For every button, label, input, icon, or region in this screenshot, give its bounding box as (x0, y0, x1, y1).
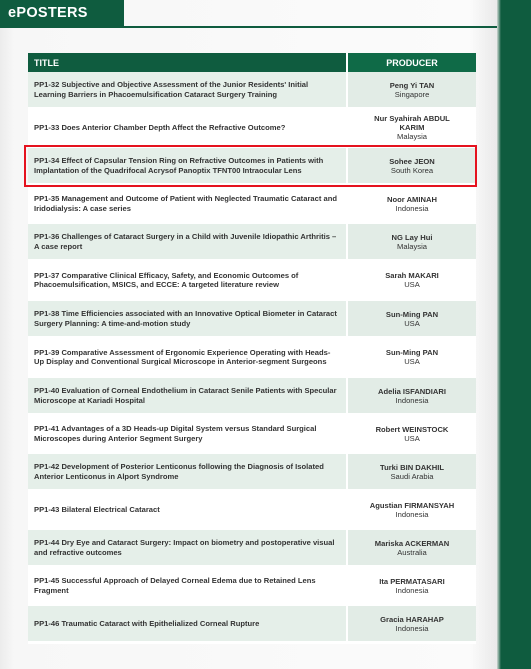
producer-name: Mariska ACKERMAN (374, 538, 450, 548)
producer-country: Indonesia (395, 395, 429, 405)
table-row (28, 416, 476, 454)
right-edge-band (497, 0, 531, 669)
table-row (28, 301, 476, 339)
producer-cell (346, 492, 476, 527)
producer-cell (346, 339, 476, 375)
producer-name: Sun-Ming PAN (385, 348, 439, 357)
producer-cell (346, 416, 476, 451)
poster-title: PP1-45 Successful Approach of Delayed Corneal Edema due to Retained Lens Fragment (34, 576, 316, 595)
table-row (28, 186, 476, 224)
producer-name: Turki BIN DAKHIL (380, 462, 444, 472)
producer-country: USA (404, 318, 420, 328)
producer-cell (346, 606, 476, 641)
producer-cell (346, 110, 476, 145)
table-row (28, 454, 476, 492)
producer-cell (346, 262, 476, 298)
poster-title: PP1-32 Subjective and Objective Assessment of the Junior Residents' Initial Learning Barriers in Phacoemulsification Cataract Surgery Training (34, 80, 309, 99)
producer-cell (346, 530, 476, 565)
eposter-table (28, 53, 476, 644)
column-header-title: TITLE (34, 57, 59, 68)
producer-name: NG Lay Hui (391, 232, 433, 242)
producer-country: Indonesia (395, 623, 429, 633)
producer-name: Adelia ISFANDIARI (378, 386, 446, 396)
producer-country: Saudi Arabia (390, 471, 434, 481)
poster-title: PP1-33 Does Anterior Chamber Depth Affect the Refractive Outcome? (34, 122, 286, 132)
producer-country: USA (404, 357, 420, 366)
producer-country: Australia (397, 547, 427, 557)
producer-country: Indonesia (395, 585, 429, 595)
poster-title: PP1-40 Evaluation of Corneal Endothelium in Cataract Senile Patients with Specular Microscope at Kariadi Hospital (34, 386, 337, 405)
producer-country: Singapore (394, 89, 430, 99)
producer-cell (346, 186, 476, 221)
poster-title: PP1-42 Development of Posterior Lenticonus following the Diagnosis of Isolated Anterior Lenticonus in Alport Syndrome (34, 462, 324, 481)
producer-name: Ita PERMATASARI (379, 576, 445, 586)
producer-cell (346, 224, 476, 259)
table-row (28, 606, 476, 644)
producer-name: Robert WEINSTOCK (375, 424, 449, 434)
table-row (28, 262, 476, 301)
poster-title: PP1-43 Bilateral Electrical Cataract (34, 504, 160, 514)
producer-country: Malaysia (397, 132, 427, 141)
producer-cell (346, 148, 476, 183)
table-row (28, 378, 476, 416)
poster-title: PP1-35 Management and Outcome of Patient with Neglected Traumatic Cataract and Iridodialysis: A case series (34, 194, 337, 213)
table-row (28, 492, 476, 530)
producer-name: Agustian FIRMANSYAH (369, 500, 455, 510)
producer-cell (346, 454, 476, 489)
producer-name: Sohee JEON (389, 156, 435, 166)
table-row (28, 530, 476, 568)
poster-title: PP1-37 Comparative Clinical Efficacy, Safety, and Economic Outcomes of Phacoemulsification, MSICS, and ECCE: A targeted literature review (34, 270, 299, 289)
producer-country: USA (404, 433, 420, 443)
poster-title: PP1-34 Effect of Capsular Tension Ring on Refractive Outcomes in Patients with Implantation of the Quadrifocal Acrysof Panoptix TFNT00 Intraocular Lens (34, 156, 324, 175)
poster-title: PP1-39 Comparative Assessment of Ergonomic Experience Operating with Heads-Up Display and Conventional Surgical Microscope in Anterior-segment Surgeons (34, 347, 331, 366)
producer-country: Malaysia (397, 241, 427, 251)
producer-cell (346, 378, 476, 413)
producer-country: Indonesia (395, 509, 429, 519)
poster-title: PP1-46 Traumatic Cataract with Epithelialized Corneal Rupture (34, 618, 260, 628)
producer-cell (346, 72, 476, 107)
header-rule (0, 26, 497, 28)
producer-name: Sun-Ming PAN (385, 309, 439, 319)
table-row (28, 72, 476, 110)
producer-name: Nur Syahirah ABDUL KARIM (374, 114, 450, 132)
producer-name: Noor AMINAH (387, 194, 437, 204)
table-row (28, 339, 476, 378)
section-tab: ePOSTERS (0, 0, 124, 26)
producer-cell (346, 568, 476, 603)
producer-name: Sarah MAKARI (385, 271, 439, 280)
table-row (28, 224, 476, 262)
table-header (28, 53, 476, 72)
producer-country: Indonesia (395, 203, 429, 213)
producer-cell (346, 301, 476, 336)
producer-country: USA (404, 280, 420, 289)
table-row (28, 110, 476, 148)
poster-title: PP1-36 Challenges of Cataract Surgery in a Child with Juvenile Idiopathic Arthritis – A case report (34, 232, 337, 251)
column-header-producer: PRODUCER (346, 53, 476, 72)
table-row (28, 568, 476, 606)
producer-name: Gracia HARAHAP (380, 614, 444, 624)
poster-title: PP1-44 Dry Eye and Cataract Surgery: Impact on biometry and postoperative visual and refractive outcomes (34, 538, 335, 557)
table-row (28, 148, 476, 186)
poster-title: PP1-41 Advantages of a 3D Heads-up Digital System versus Standard Surgical Microscopes during Anterior Segment Surgery (34, 424, 317, 443)
producer-country: South Korea (390, 165, 434, 175)
producer-name: Peng Yi TAN (389, 80, 435, 90)
poster-title: PP1-38 Time Efficiencies associated with an Innovative Optical Biometer in Cataract Surgery Planning: A time-and-motion study (34, 309, 337, 328)
